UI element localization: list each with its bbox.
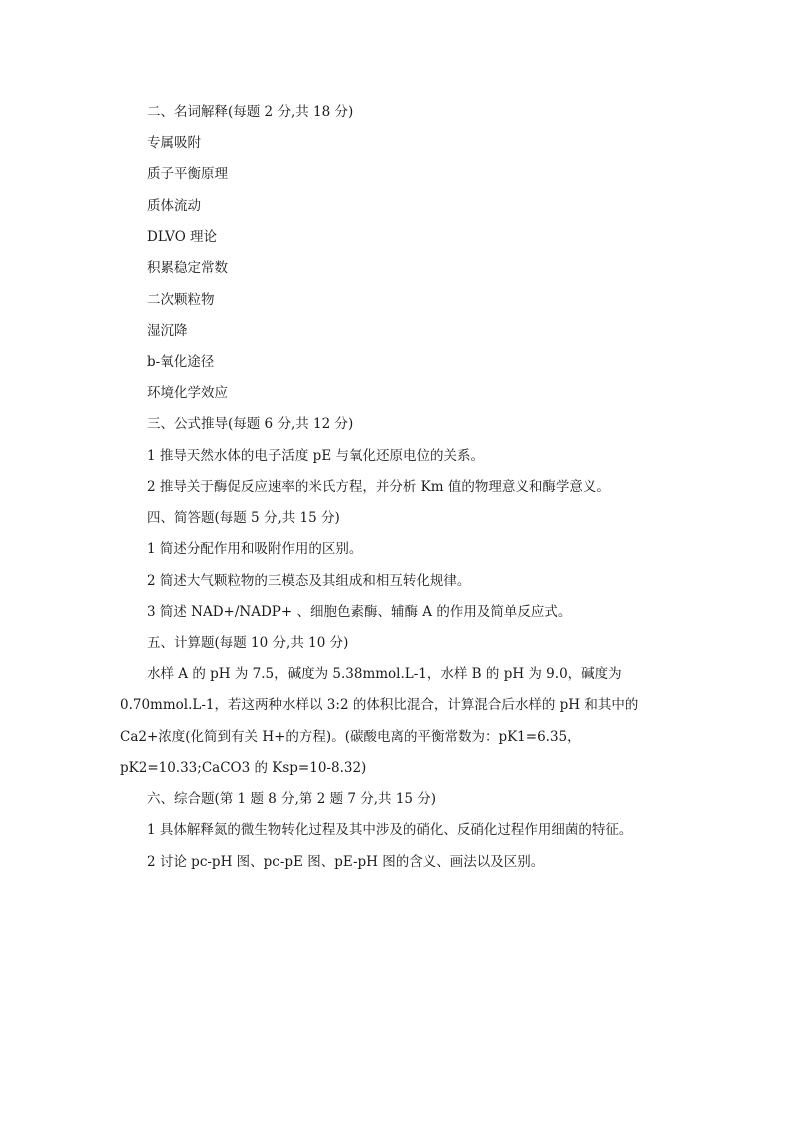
calculation-problem: 水样 A 的 pH 为 7.5，碱度为 5.38mmol.L-1，水样 B 的 pH 为 9.0，碱度为 0.70mmol.L-1，若这两种水样以 3:2 的体积比混合，计算混合后水样的 pH 和其中的 Ca2+浓度(化简到有关 H+的方程)。(碳酸电离的平衡常数为：pK1=6.35，pK2=10.33;CaCO3 的 Ksp=10-8.32) xyxy=(120,666,639,776)
term-item: 质子平衡原理 xyxy=(147,166,228,182)
question-item: 2 讨论 pc-pH 图、pc-pE 图、pE-pH 图的含义、画法以及区别。 xyxy=(147,854,545,870)
term-item: 环境化学效应 xyxy=(147,385,228,401)
term-item: 二次颗粒物 xyxy=(147,292,215,308)
term-item: 质体流动 xyxy=(147,198,201,214)
section4-heading: 四、简答题(每题 5 分,共 15 分) xyxy=(147,510,340,526)
question-item: 1 具体解释氮的微生物转化过程及其中涉及的硝化、反硝化过程作用细菌的特征。 xyxy=(147,822,633,838)
term-item: DLVO 理论 xyxy=(147,229,218,245)
term-item: 积累稳定常数 xyxy=(147,260,228,276)
question-item: 2 简述大气颗粒物的三模态及其组成和相互转化规律。 xyxy=(147,573,471,589)
section5-heading: 五、计算题(每题 10 分,共 10 分) xyxy=(147,635,349,651)
question-item: 1 推导天然水体的电子活度 pE 与氧化还原电位的关系。 xyxy=(147,448,484,464)
section2-heading: 二、名词解释(每题 2 分,共 18 分) xyxy=(147,104,354,120)
section6-heading: 六、综合题(第 1 题 8 分,第 2 题 7 分,共 15 分) xyxy=(147,791,437,807)
term-item: 湿沉降 xyxy=(147,323,188,339)
question-item: 3 简述 NAD+/NADP+ 、细胞色素酶、辅酶 A 的作用及简单反应式。 xyxy=(147,604,572,620)
question-item: 2 推导关于酶促反应速率的米氏方程，并分析 Km 值的物理意义和酶学意义。 xyxy=(147,479,610,495)
term-item: b-氧化途径 xyxy=(147,354,215,370)
question-item: 1 简述分配作用和吸附作用的区别。 xyxy=(147,541,363,557)
term-item: 专属吸附 xyxy=(147,135,201,151)
section3-heading: 三、公式推导(每题 6 分,共 12 分) xyxy=(147,416,354,432)
